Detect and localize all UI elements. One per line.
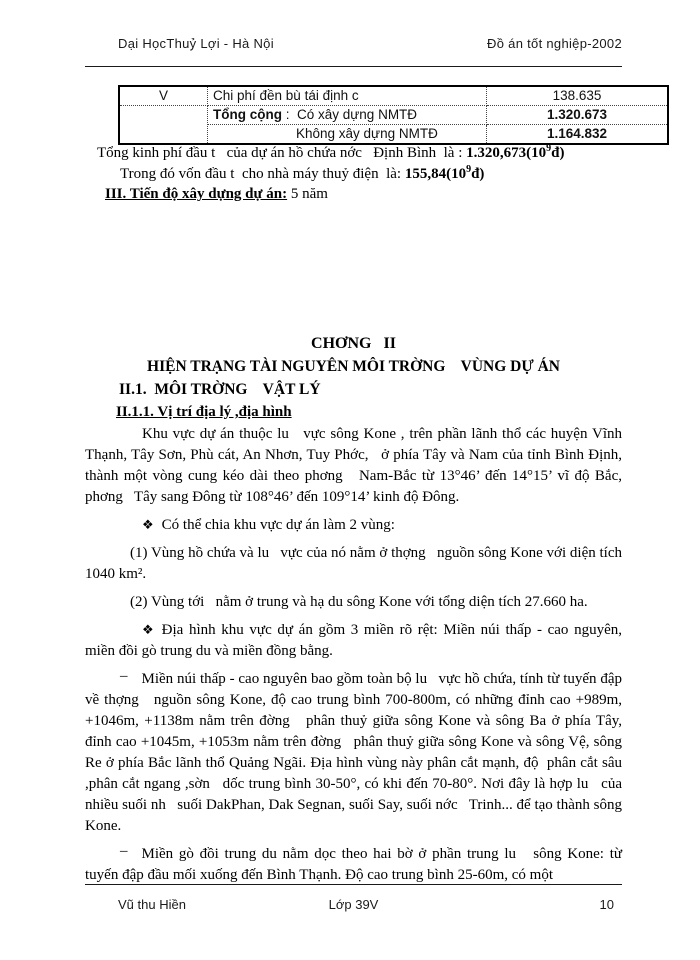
header-rule	[85, 66, 622, 67]
row-value-cell: 138.635	[487, 86, 669, 106]
schedule-line	[85, 184, 625, 205]
total-label-rest: : Có xây dựng NMTĐ	[281, 107, 418, 122]
diamond-bullet-icon: ❖	[142, 518, 154, 533]
header-left-text: Dại HọcThuỷ Lợi - Hà Nội	[118, 36, 274, 51]
subsection-heading-text: II.1.1. Vị trí địa lý ,địa hình	[116, 404, 292, 420]
dash-bullet-icon: –	[120, 668, 128, 684]
table-row	[119, 86, 668, 106]
hydro-cost-exponent: 9	[466, 163, 472, 175]
total-label-cell	[208, 106, 487, 125]
paragraph-text: (2) Vùng tới nằm ở trung và hạ du sông Kone với tổng diện tích 27.660 ha.	[130, 594, 588, 610]
total-cost-exponent: 9	[546, 143, 552, 154]
body-text	[85, 424, 626, 893]
paragraph	[85, 843, 626, 886]
section-heading: II.1. MÔI TRỜNG VẬT LÝ	[119, 381, 321, 398]
total-cost-unit: đ)	[551, 145, 565, 161]
schedule-heading: III. Tiến độ xây dựng dự án:	[105, 186, 288, 202]
diamond-bullet-icon: ❖	[142, 623, 154, 638]
paragraph	[85, 592, 622, 613]
paragraph	[85, 424, 626, 508]
table-row	[119, 106, 668, 125]
footer-author: Vũ thu Hiền	[118, 897, 186, 912]
hydro-cost-unit: đ)	[471, 165, 485, 182]
schedule-value: 5 năm	[287, 186, 328, 202]
paragraph-text: Miền núi thấp - cao nguyên bao gồm toàn bộ lu vực hồ chứa, tính từ tuyến đập về thợng nguồn sông Kone, độ cao trung bình 700-800m, có những đỉnh cao +989m, +1046m, +1138m nằm trên đờng phân thuỷ giữa sông Kone và sông Ba ở phía Tây, đỉnh cao +1045m, +1053m nằm trên đờng phân thuỷ giữa sông Kone và sông Vệ, sông Re ở phía Bắc lãnh thổ Quảng Ngãi. Địa hình vùng này phân cắt mạnh, độ phân cắt sâu ,phân cắt ngang ,sờn dốc trung bình 30-50°, có khi đến 70-80°. Nơi đây là hợp lu của nhiều suối nh suối DakPhan, Dak Segnan, suối Say, suối nớc Trinh... để tạo thành sông Kone.	[85, 671, 626, 834]
chapter-block	[85, 332, 622, 423]
row-label-cell: Không xây dựng NMTĐ	[208, 125, 487, 145]
summary-block	[85, 143, 625, 205]
chapter-subtitle: HIỆN TRẠNG TÀI NGUYÊN MÔI TRỜNG VÙNG DỰ ÁN	[147, 358, 560, 375]
cost-table	[118, 85, 669, 145]
total-cost-text: Tổng kinh phí đầu t của dự án hồ chứa nớc Định Bình là :	[97, 145, 467, 161]
footer-class: Lớp 39V	[328, 897, 379, 912]
total-cost-line	[85, 143, 625, 164]
page-number: 10	[599, 897, 614, 912]
paragraph-text: Địa hình khu vực dự án gồm 3 miền rõ rệt: Miền núi thấp - cao nguyên, miền đồi gò trung du và miền đồng bằng.	[85, 622, 626, 659]
row-label-cell: Chi phí đền bù tái định c	[208, 86, 487, 106]
subsection-heading	[85, 401, 622, 423]
paragraph-text: Khu vực dự án thuộc lu vực sông Kone , trên phần lãnh thổ các huyện Vĩnh Thạnh, Tây Sơn, Phù cát, An Nhơn, Tuy Phớc, ở phía Tây và Nam của tỉnh Bình Định, thành một vòng cung kéo dài theo phơng Nam-Bắc từ 13°46’ đến 14°15’ vĩ độ Bắc, phơng Tây sang Đông từ 108°46’ đến 109°14’ kinh độ Đông.	[85, 426, 626, 505]
footer-rule	[85, 884, 622, 885]
total-label-bold: Tổng cộng	[213, 107, 282, 122]
row-number-cell: V	[119, 86, 208, 106]
empty-cell	[119, 106, 208, 145]
hydro-cost-line	[85, 164, 625, 185]
chapter-title: CHƠNG II	[311, 335, 396, 352]
paragraph	[85, 515, 622, 536]
page-header	[85, 36, 622, 51]
total-cost-value: 1.320,673(10	[466, 145, 547, 161]
dash-bullet-icon: –	[120, 843, 128, 859]
paragraph	[85, 668, 626, 837]
paragraph-text: (1) Vùng hồ chứa và lu vực của nó nằm ở thợng nguồn sông Kone với diện tích 1040 km².	[85, 545, 626, 582]
total-value-cell: 1.320.673	[487, 106, 669, 125]
paragraph	[85, 543, 626, 585]
paragraph	[85, 620, 626, 662]
paragraph-text: Có thể chia khu vực dự án làm 2 vùng:	[161, 517, 395, 533]
hydro-cost-text: Trong đó vốn đầu t cho nhà máy thuỷ điện là:	[120, 165, 405, 182]
hydro-cost-value: 155,84(10	[404, 165, 467, 182]
paragraph-text: Miền gò đồi trung du nằm dọc theo hai bờ ở phần trung lu sông Kone: từ tuyến đập đầu mối xuống đến Bình Thạnh. Độ cao trung bình 25-60m, có một	[85, 846, 626, 883]
header-right-text: Đồ án tốt nghiệp-2002	[487, 36, 622, 51]
row-value-cell: 1.164.832	[487, 125, 669, 145]
